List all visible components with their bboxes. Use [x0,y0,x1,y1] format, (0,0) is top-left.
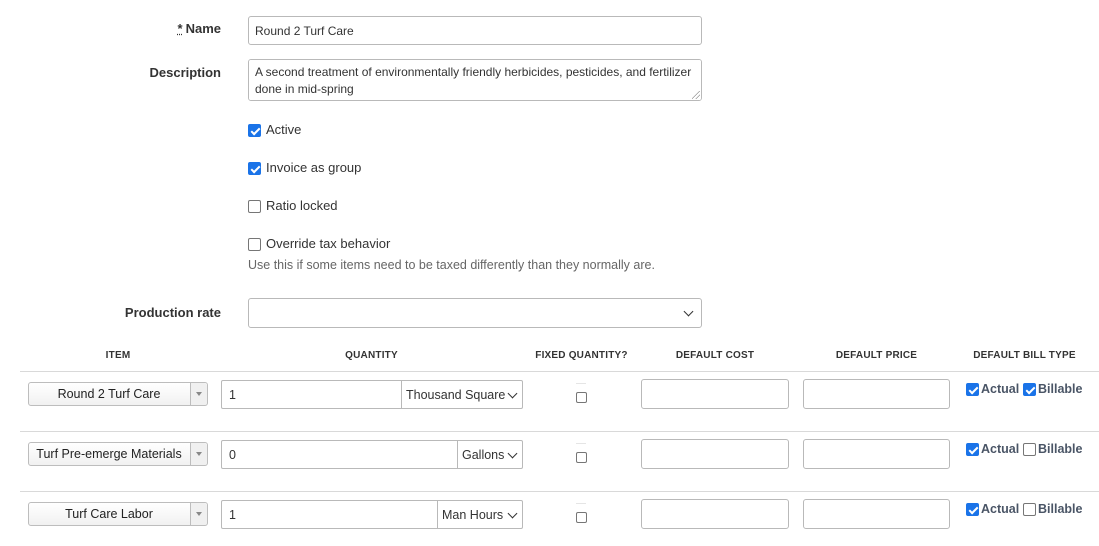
production-rate-select[interactable] [248,298,702,328]
actual-label: Actual [981,442,1020,456]
unit-select[interactable] [402,380,523,409]
header-default-cost: DEFAULT COST [675,350,755,361]
default-price-input[interactable] [803,499,950,529]
actual-checkbox[interactable] [966,383,979,396]
unit-select-value: Thousand Square [406,387,506,402]
quantity-input[interactable]: 1 [221,500,438,529]
item-select[interactable] [28,502,208,526]
actual-checkbox[interactable] [966,443,979,456]
quantity-input[interactable]: 0 [221,440,458,469]
chevron-down-icon [508,509,518,519]
description-label: Description [149,65,221,80]
fixed-quantity-checkbox[interactable] [576,512,587,523]
billable-label: Billable [1038,382,1083,396]
active-checkbox[interactable] [248,124,261,137]
unit-select-value: Gallons [462,447,505,462]
billable-label: Billable [1038,502,1083,516]
chevron-down-icon [508,389,518,399]
default-cost-input[interactable] [641,439,789,469]
item-select-label: Round 2 Turf Care [57,387,161,401]
billable-checkbox[interactable] [1023,383,1036,396]
header-item: ITEM [105,350,131,361]
required-marker: * [177,21,183,36]
fixed-divider [576,503,586,504]
small-triangle-down-icon [190,443,207,465]
row-divider [20,371,1099,372]
default-cost-input[interactable] [641,379,789,409]
quantity-input[interactable]: 1 [221,380,402,409]
unit-select-value: Man Hours [442,507,504,522]
header-quantity: QUANTITY [345,350,398,361]
header-default-price: DEFAULT PRICE [835,350,918,361]
fixed-quantity-checkbox[interactable] [576,452,587,463]
invoice-as-group-checkbox[interactable] [248,162,261,175]
override-tax-label: Override tax behavior [266,236,391,251]
header-default-bill-type: DEFAULT BILL TYPE [973,350,1076,361]
override-tax-checkbox[interactable] [248,238,261,251]
small-triangle-down-icon [190,503,207,525]
row-divider [20,431,1099,432]
small-triangle-down-icon [190,383,207,405]
billable-checkbox[interactable] [1023,443,1036,456]
fixed-quantity-checkbox[interactable] [576,392,587,403]
actual-label: Actual [981,382,1020,396]
name-input[interactable] [248,16,702,45]
override-tax-hint: Use this if some items need to be taxed differently than they normally are. [248,258,655,272]
resize-grip-icon[interactable] [692,91,700,99]
ratio-locked-label: Ratio locked [266,198,338,213]
default-price-input[interactable] [803,379,950,409]
unit-select[interactable] [458,440,523,469]
billable-label: Billable [1038,442,1083,456]
invoice-as-group-label: Invoice as group [266,160,362,175]
chevron-down-icon [684,307,694,317]
item-select-label: Turf Care Labor [65,507,153,521]
actual-checkbox[interactable] [966,503,979,516]
unit-select[interactable] [438,500,523,529]
item-select[interactable] [28,382,208,406]
production-rate-label: Production rate [124,305,221,320]
ratio-locked-checkbox[interactable] [248,200,261,213]
actual-label: Actual [981,502,1020,516]
row-divider [20,491,1099,492]
fixed-divider [576,443,586,444]
description-textarea[interactable] [248,59,702,101]
header-fixed-quantity: FIXED QUANTITY? [535,350,628,361]
item-select[interactable] [28,442,208,466]
name-label: * Name [177,21,221,36]
default-cost-input[interactable] [641,499,789,529]
default-price-input[interactable] [803,439,950,469]
fixed-divider [576,383,586,384]
billable-checkbox[interactable] [1023,503,1036,516]
item-select-label: Turf Pre-emerge Materials [36,447,182,461]
chevron-down-icon [508,449,518,459]
active-label: Active [266,122,302,137]
